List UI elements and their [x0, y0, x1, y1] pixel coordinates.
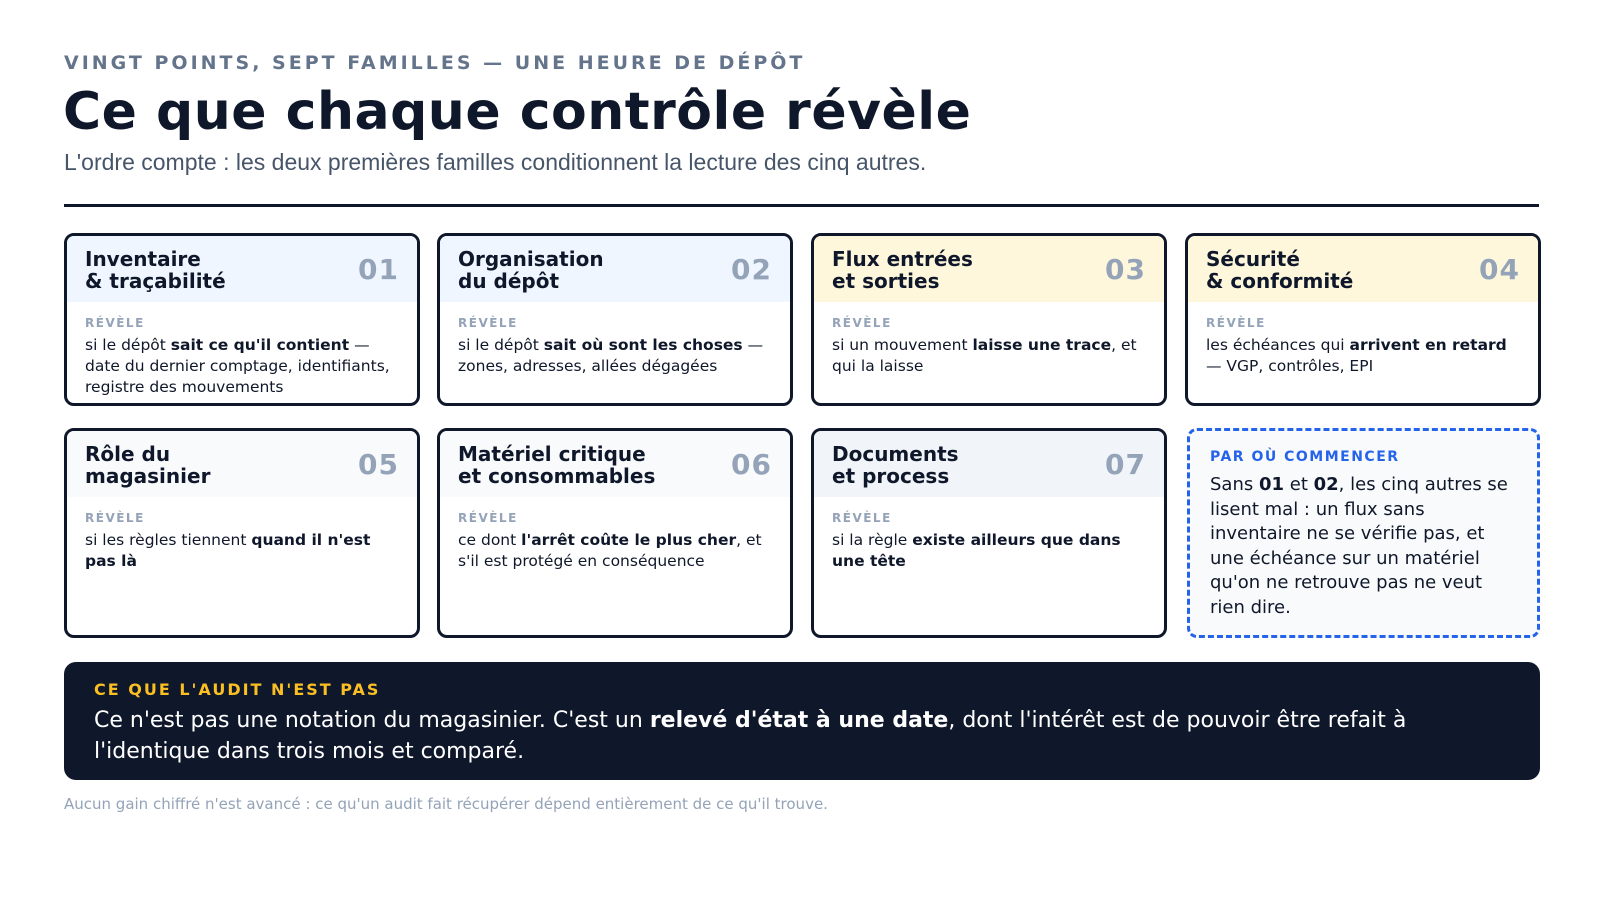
banner-text: Ce n'est pas une notation du magasinier. C'est un relevé d'état à une date, dont l'intérêt est de pouvoir être refait à l'identique dans trois mois et comparé. [94, 708, 1407, 764]
card-flux [811, 233, 1167, 406]
card-header [814, 431, 1164, 497]
audit-disclaimer-banner [64, 662, 1540, 780]
card-documents [811, 428, 1167, 638]
footnote: Aucun gain chiffré n'est avancé : ce qu'un audit fait récupérer dépend entièrement de ce qu'il trouve. [64, 795, 828, 813]
card-description: les échéances qui arrivent en retard — VGP, contrôles, EPI [1206, 336, 1507, 375]
card-materiel [437, 428, 793, 638]
card-organisation [437, 233, 793, 406]
card-description: si la règle existe ailleurs que dans une tête [832, 531, 1121, 570]
start-here-callout [1187, 428, 1540, 638]
card-header [814, 236, 1164, 302]
start-here-text: Sans 01 et 02, les cinq autres se lisent mal : un flux sans inventaire ne se vérifie pas, et une échéance sur un matériel qu'on ne retrouve pas ne veut rien dire. [1210, 474, 1508, 618]
header-divider [64, 204, 1539, 207]
reveal-label: RÉVÈLE [458, 511, 518, 525]
page-subtitle: L'ordre compte : les deux premières familles conditionnent la lecture des cinq autres. [64, 149, 927, 175]
card-number: 05 [358, 448, 399, 481]
card-number: 03 [1105, 253, 1146, 286]
reveal-label: RÉVÈLE [458, 316, 518, 330]
card-description: ce dont l'arrêt coûte le plus cher, et s'il est protégé en conséquence [458, 531, 762, 570]
card-title: Sécurité & conformité [1206, 247, 1354, 293]
card-title: Matériel critique et consommables [458, 442, 656, 488]
reveal-label: RÉVÈLE [1206, 316, 1266, 330]
banner-label: CE QUE L'AUDIT N'EST PAS [94, 680, 381, 699]
card-title: Flux entrées et sorties [832, 247, 973, 293]
card-header [440, 431, 790, 497]
card-header [440, 236, 790, 302]
card-role [64, 428, 420, 638]
reveal-label: RÉVÈLE [832, 316, 892, 330]
card-number: 07 [1105, 448, 1146, 481]
reveal-label: RÉVÈLE [85, 511, 145, 525]
card-title: Rôle du magasinier [85, 442, 211, 488]
reveal-label: RÉVÈLE [85, 316, 145, 330]
card-description: si les règles tiennent quand il n'est pas là [85, 531, 371, 570]
card-number: 02 [731, 253, 772, 286]
card-title: Organisation du dépôt [458, 247, 604, 293]
card-description: si le dépôt sait où sont les choses — zones, adresses, allées dégagées [458, 336, 764, 375]
card-number: 06 [731, 448, 772, 481]
start-here-label: PAR OÙ COMMENCER [1210, 449, 1400, 465]
card-description: si le dépôt sait ce qu'il contient — date du dernier comptage, identifiants, registre des mouvements [85, 336, 390, 396]
eyebrow: VINGT POINTS, SEPT FAMILLES — UNE HEURE DE DÉPÔT [64, 52, 806, 74]
card-header [1188, 236, 1538, 302]
card-inventaire [64, 233, 420, 406]
card-securite [1185, 233, 1541, 406]
page-title: Ce que chaque contrôle révèle [63, 82, 972, 142]
card-number: 04 [1479, 253, 1520, 286]
card-header [67, 431, 417, 497]
card-description: si un mouvement laisse une trace, et qui la laisse [832, 336, 1137, 375]
card-title: Documents et process [832, 442, 959, 488]
card-number: 01 [358, 253, 399, 286]
card-header [67, 236, 417, 302]
card-title: Inventaire & traçabilité [85, 247, 226, 293]
reveal-label: RÉVÈLE [832, 511, 892, 525]
